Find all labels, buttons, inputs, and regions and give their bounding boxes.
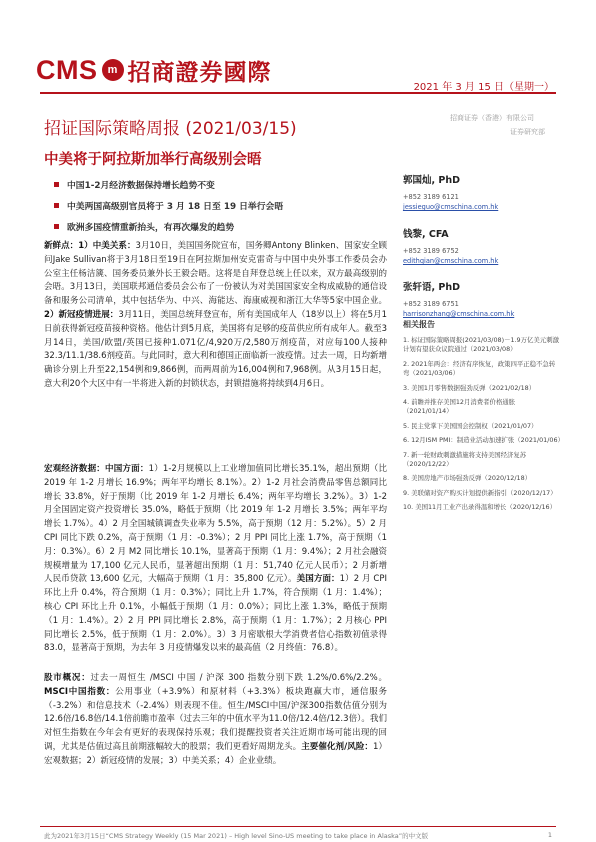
report-title: 中美将于阿拉斯加举行高级别会晤 <box>44 152 262 168</box>
para-text: 过去一周恒生 /MSCI 中国 / 沪深 300 指数分别下跌 1.2%/0.6%/2.2%。 <box>90 673 387 683</box>
key-point: 中美两国高级别官员将于 3 月 18 日至 19 日举行会晤 <box>54 197 394 214</box>
logo-mark-icon: m <box>102 59 124 81</box>
related-report-link[interactable]: 9. 美联储对资产购买计划提供新指引（2020/12/17） <box>403 488 557 497</box>
para-subhead: MSCI中国指数： <box>44 686 116 697</box>
para-subhead: 2）新冠疫情进展： <box>44 309 119 320</box>
analyst-name: 郭国灿, PhD <box>403 175 461 186</box>
para-lead: 股市概况： <box>44 673 91 683</box>
footer-note: 此为2021年3月15日“CMS Strategy Weekly (15 Mar 2021) – High level Sino-US meeting to take place in Alaska”的中文版 <box>44 832 429 840</box>
related-reports-title: 相关报告 <box>403 320 435 329</box>
para-subhead: 美国方面： <box>296 574 340 585</box>
related-report-link[interactable]: 2. 2021年两会：经济有序恢复，政策四平正稳不急转弯（2021/03/06） <box>403 359 556 378</box>
para-subhead: 1）中美关系： <box>78 241 136 251</box>
analyst-email-link[interactable]: harrisonzhang@cmschina.com.hk <box>403 310 515 318</box>
bullet-square-icon <box>54 224 59 229</box>
key-point: 中国1-2月经济数据保持增长趋势不变 <box>54 176 394 193</box>
analyst-card <box>403 172 563 212</box>
analyst-name: 钱黎, CFA <box>403 229 449 240</box>
key-points <box>54 176 394 239</box>
analyst-phone: +852 3189 6752 <box>403 247 459 255</box>
para-text: 3月11日，美国总统拜登宣布，所有美国成年人（18岁以上）将在5月1日前获得新冠疫苗接种资格。他估计到5月底，美国将有足够的疫苗供应所有成年人。截至3月14日，美国/欧盟/英国已接种1.071亿/4,920万/2,580万剂疫苗，对应每100人接种32.3/11.1/38.6剂疫苗。与此同时，意大利和德国正面临新一波疫情。过去一周，日均新增确诊分别上升至22,154例和9,866例，而两周前为16,004例和7,968例。从3月15日起，意大利20个大区中有一半将进入新的封锁状态，封锁措施将持续到4月6日。 <box>44 309 388 389</box>
related-report-link[interactable]: 5. 民主党掌下美国国会控制权（2021/01/07） <box>403 421 538 430</box>
para-subhead: 主要催化剂/风险： <box>301 741 373 752</box>
paragraph-market <box>44 672 387 769</box>
page-number: 1 <box>547 831 552 839</box>
para-text: 公用事业（+3.9%）和原材料（+3.3%）板块跑赢大市，通信服务（-3.2%）和信息技术（-2.4%）则表现不佳。恒生/MSCI中国/沪深300指数估值分别为12.6倍/16.8倍/14.1倍前瞻市盈率（过去三年的中值水平为11.0倍/12.4倍/12.3倍）。我们对恒生指数在今年会有更好的表现保持乐观；我们提醒投资者关注近期市场可能出现的回调，尤其是估值过高且前期涨幅较大的股票；我们更看好周期龙头。 <box>44 686 388 752</box>
broker-info <box>450 111 560 139</box>
report-date: 2021 年 3 月 15 日（星期一） <box>413 82 554 93</box>
analyst-phone: +852 3189 6751 <box>403 300 459 308</box>
related-report-link[interactable]: 6. 12月ISM PMI：制造业活动加速扩张（2021/01/06） <box>403 436 564 445</box>
para-text: 3月10日，美国国务院宣布，国务卿Antony Blinken、国家安全顾问Jake Sullivan将于3月18日至19日在阿拉斯加州安克雷奇与中国中央外事工作委员会办公室主任杨洁篪、国务委员兼外长王毅会晤。这将是自拜登总统上任以来，双方最高级别的会晤。3月13日，美国联邦通信委员会公布了一份被认为对美国国家安全构成威胁的通信设备和服务公司清单，其中包括华为、中兴、海能达、海康威视和浙江大华等5家中国企业。 <box>44 241 387 307</box>
series-title: 招证国际策略周报 (2021/03/15) <box>44 119 297 139</box>
related-reports-list <box>403 336 564 518</box>
para-lead: 宏观经济数据： <box>44 464 105 474</box>
broker-name: 招商证券（香港）有限公司 <box>450 114 534 122</box>
logo-text-cn: 招商證券國際 <box>127 59 272 86</box>
para-text: 1）2 月 CPI 环比上升 0.4%，符合预期（1 月：0.3%）；同比上升 1.7%，符合预期（1 月：1.4%）；核心 CPI 环比上升 0.1%，小幅低于预期（1 月：0.0%）；同比上涨 1.3%，略低于预期（1 月：1.4%）。2）2 月 PPI 同比增长 2.8%，高于预期（1 月：1.7%）；2 月核心 PPI 同比增长 2.5%，低于预期（1 月：2.0%）。3）3 月密歇根大学消费者信心指数初值录得 83.0，显著高于预期，为去年 3 月疫情爆发以来的最高值（2 月终值：76.8）。 <box>44 574 387 654</box>
bullet-square-icon <box>54 203 59 208</box>
analyst-phone: +852 3189 6121 <box>403 193 459 201</box>
company-logo <box>36 50 272 90</box>
related-report-link[interactable]: 7. 新一轮财政刺激措施将支持美国经济复苏（2020/12/22） <box>403 450 527 469</box>
analyst-email-link[interactable]: edithqian@cmschina.com.hk <box>403 257 499 265</box>
related-report-link[interactable]: 8. 美国房地产市场强劲反弹（2020/12/18） <box>403 474 532 483</box>
para-subhead: 中国方面： <box>105 464 149 474</box>
key-point: 欧洲多国疫情重新抬头，有再次爆发的趋势 <box>54 218 394 235</box>
analyst-email-link[interactable]: jessieguo@cmschina.com.hk <box>403 203 499 211</box>
footer-divider <box>40 826 556 827</box>
paragraph-macro <box>44 463 387 656</box>
related-report-link[interactable]: 4. 前瞻并推存美国12月消费者价格通胀（2021/01/14） <box>403 398 516 416</box>
logo-text-en: CMS <box>36 54 98 85</box>
analyst-card <box>403 226 563 266</box>
para-text: 1）宏观数据；2）新冠疫情的发展；3）中美关系；4）企业业绩。 <box>44 741 387 766</box>
related-report-link[interactable]: 10. 美国11月工业产出录得温和增长（2020/12/16） <box>403 503 557 512</box>
broker-dept: 证券研究部 <box>510 128 545 136</box>
analyst-name: 张轩语, PhD <box>403 282 461 293</box>
related-report-link[interactable]: 1. 标证国际策略周报(2021/03/08)－1.9万亿美元刺激计划有望获众议院通过（2021/03/08） <box>403 336 559 354</box>
bullet-square-icon <box>54 182 59 187</box>
analyst-card <box>403 279 563 319</box>
paragraph-news <box>44 240 387 392</box>
related-report-link[interactable]: 3. 美国1月零售数据强劲反弹（2021/02/18） <box>403 383 536 392</box>
para-lead: 新鲜点： <box>44 241 79 251</box>
para-text: 1）1-2月规模以上工业增加值同比增长35.1%，超出预期（比 2019 年 1-2 月增长 16.9%；两年平均增长 8.1%）。2）1-2 月社会消费品零售总额同比增长 33.8%，好于预期（比 2019 年 1-2 月增长 6.4%；两年平均增长 3.2%）。3）1-2 月全国固定资产投资增长 35.0%，略低于预期（比 2019 年 1-2 月增长 3.5%；两年平均增长 1.7%）。4）2 月全国城镇调查失业率为 5.5%，高于预期（12 月：5.2%）。5）2 月 CPI 同比下跌 0.2%，高于预期（1 月：-0.3%）；2 月 PPI 同比上涨 1.7%，高于预期（1 月：0.3%）。6）2 月 M2 同比增长 10.1%，显著高于预期（1 月：9.4%）；2 月社会融资规模增量为 17,100 亿元人民币，显著超出预期（1 月：51,740 亿元人民币）；2 月新增人民币贷款 13,600 亿元，大幅高于预期（1 月：35,800 亿元）。 <box>44 464 387 585</box>
